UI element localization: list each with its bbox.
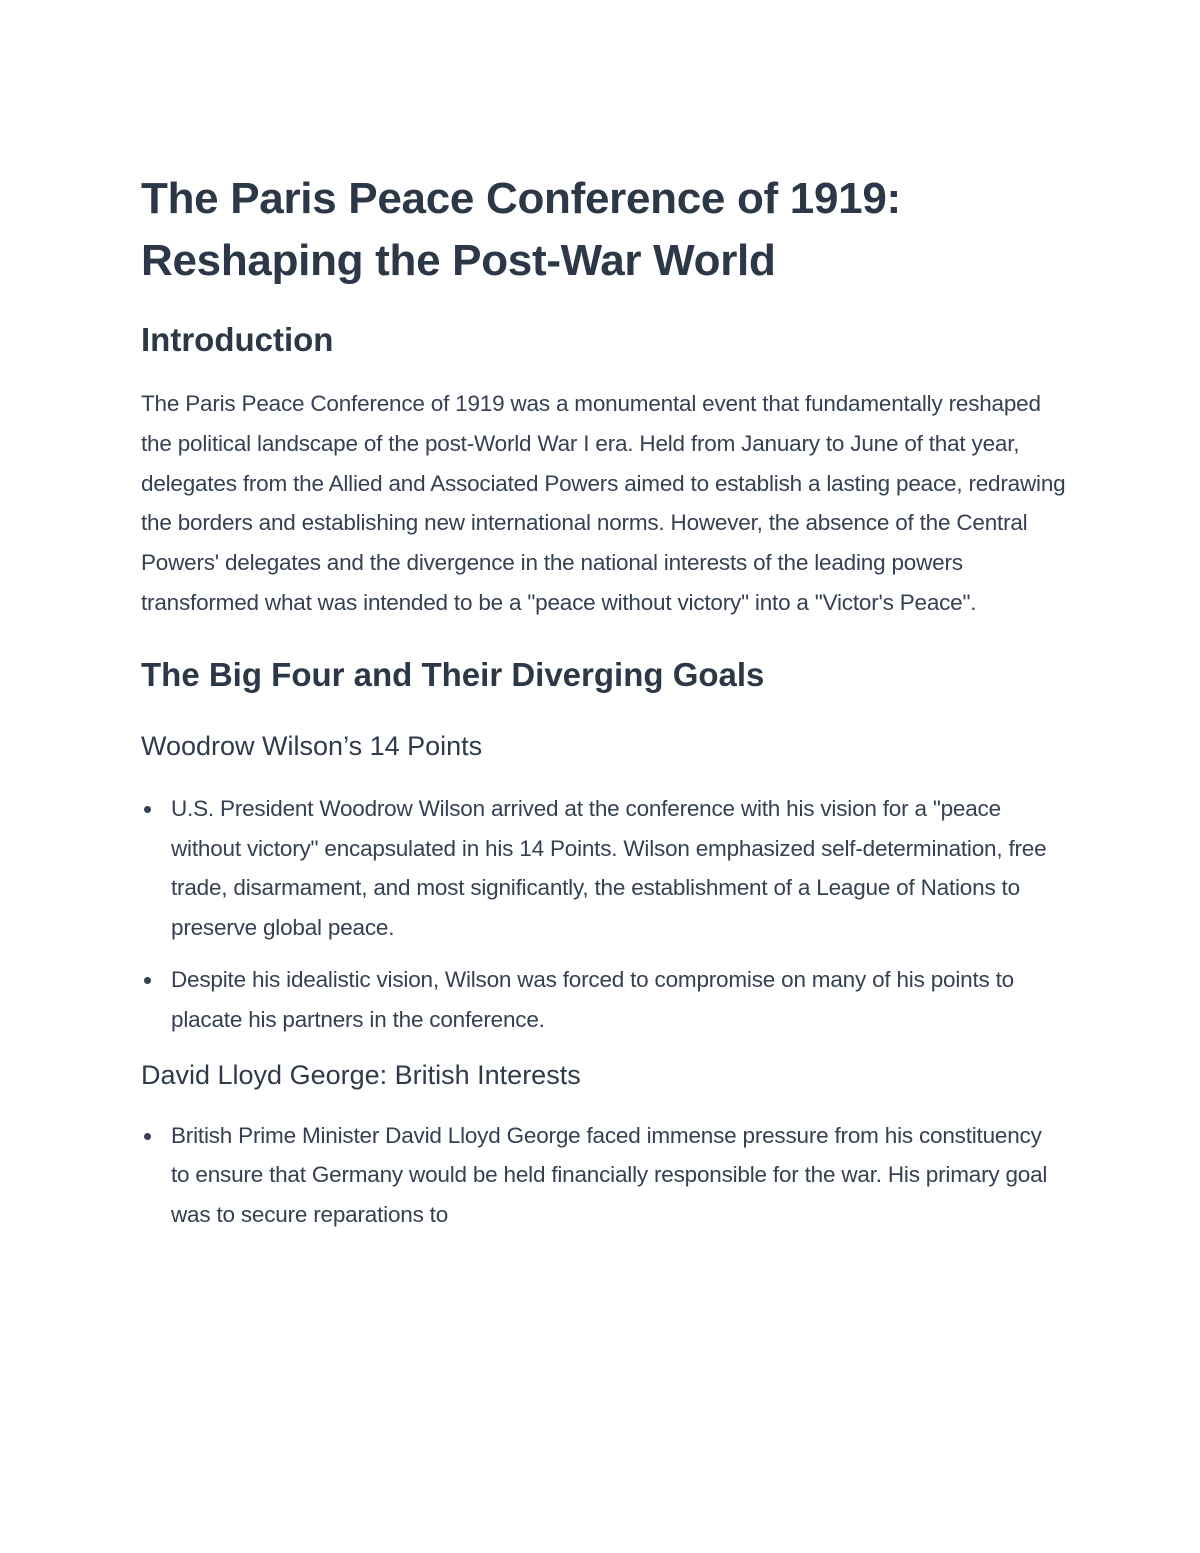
list-item [141, 1116, 1066, 1235]
list-item [141, 960, 1066, 1040]
list-item-text: U.S. President Woodrow Wilson arrived at the conference with his vision for a "peace without victory" encapsulated in his 14 Points. Wilson emphasized self-determination, free trade, disarmament, and most significantly, the establishment of a League of Nations to preserve global peace. [171, 795, 1047, 941]
list-item-text: Despite his idealistic vision, Wilson was forced to compromise on many of his points to placate his partners in the conference. [171, 966, 1014, 1032]
big-four-heading: The Big Four and Their Diverging Goals [141, 655, 765, 693]
bullet-icon [144, 977, 151, 984]
bullet-icon [144, 806, 151, 813]
introduction-heading: Introduction [141, 321, 334, 358]
list-item-text: British Prime Minister David Lloyd George faced immense pressure from his constituency to ensure that Germany would be held financially responsible for the war. His primary goal was to secure reparations to [171, 1122, 1048, 1228]
wilson-bullet-list [141, 789, 1066, 1040]
wilson-heading: Woodrow Wilson’s 14 Points [141, 730, 483, 761]
introduction-paragraph: The Paris Peace Conference of 1919 was a monumental event that fundamentally reshaped the political landscape of the post-World War I era. Held from January to June of that year, delegates from the Allied and Associated Powers aimed to establish a lasting peace, redrawing the borders and establishing new international norms. However, the absence of the Central Powers' delegates and the divergence in the national interests of the leading powers transformed what was intended to be a "peace without victory" into a "Victor's Peace". [141, 391, 1066, 615]
list-item [141, 789, 1066, 948]
lloyd-george-heading: David Lloyd George: British Interests [141, 1059, 581, 1090]
document-page [141, 168, 1066, 1235]
bullet-icon [144, 1133, 151, 1140]
lloyd-george-bullet-list [141, 1116, 1066, 1235]
document-title: The Paris Peace Conference of 1919: Reshaping the Post-War World [141, 174, 901, 285]
